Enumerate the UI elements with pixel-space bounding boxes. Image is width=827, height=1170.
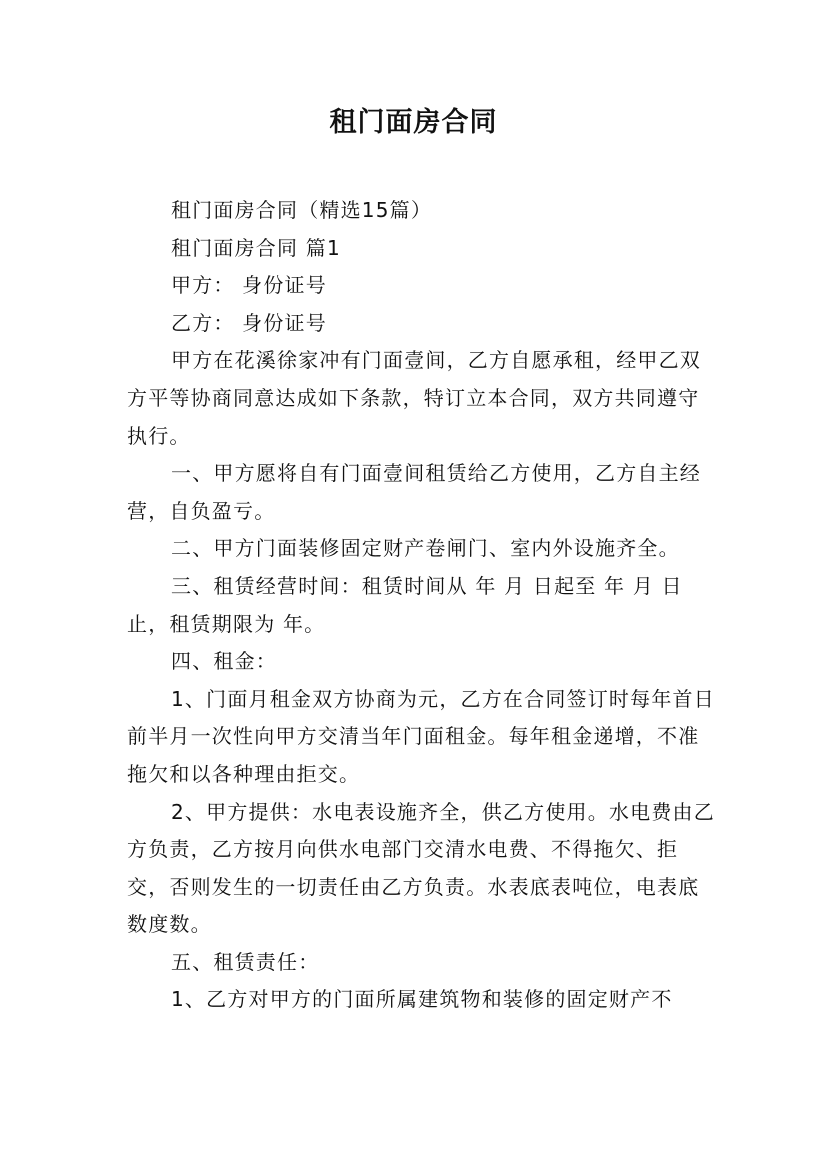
paragraph: 乙方： 身份证号 — [171, 310, 327, 335]
paragraph: 甲方： 身份证号 — [171, 273, 327, 298]
paragraph: 1、门面月租金双方协商为元，乙方在合同签订时每年首日前半月一次性向甲方交清当年门面租金。每年租金递增，不准拖欠和以各种理由拒交。 — [127, 686, 715, 786]
paragraph: 甲方在花溪徐家冲有门面壹间，乙方自愿承租，经甲乙双方平等协商同意达成如下条款，特订立本合同，双方共同遵守执行。 — [127, 348, 701, 448]
paragraph: 1、乙方对甲方的门面所属建筑物和装修的固定财产不 — [171, 987, 673, 1012]
paragraph: 租门面房合同（精选15篇） — [171, 198, 433, 222]
document-title: 租门面房合同 — [329, 107, 498, 138]
paragraph: 五、租赁责任： — [171, 949, 320, 974]
paragraph: 四、租金： — [171, 649, 277, 674]
paragraph: 一、甲方愿将自有门面壹间租赁给乙方使用，乙方自主经营，自负盈亏。 — [127, 461, 701, 523]
document-body — [127, 192, 717, 1019]
paragraph: 租门面房合同 篇1 — [171, 235, 341, 260]
paragraph: 2、甲方提供：水电表设施齐全，供乙方使用。水电费由乙方负责，乙方按月向供水电部门交清水电费、不得拖欠、拒交，否则发生的一切责任由乙方负责。水表底表吨位，电表底数度数。 — [127, 799, 715, 937]
paragraph: 三、租赁经营时间：租赁时间从 年 月 日起至 年 月 日止，租赁期限为 年。 — [127, 573, 683, 636]
paragraph: 二、甲方门面装修固定财产卷闸门、室内外设施齐全。 — [171, 536, 680, 561]
